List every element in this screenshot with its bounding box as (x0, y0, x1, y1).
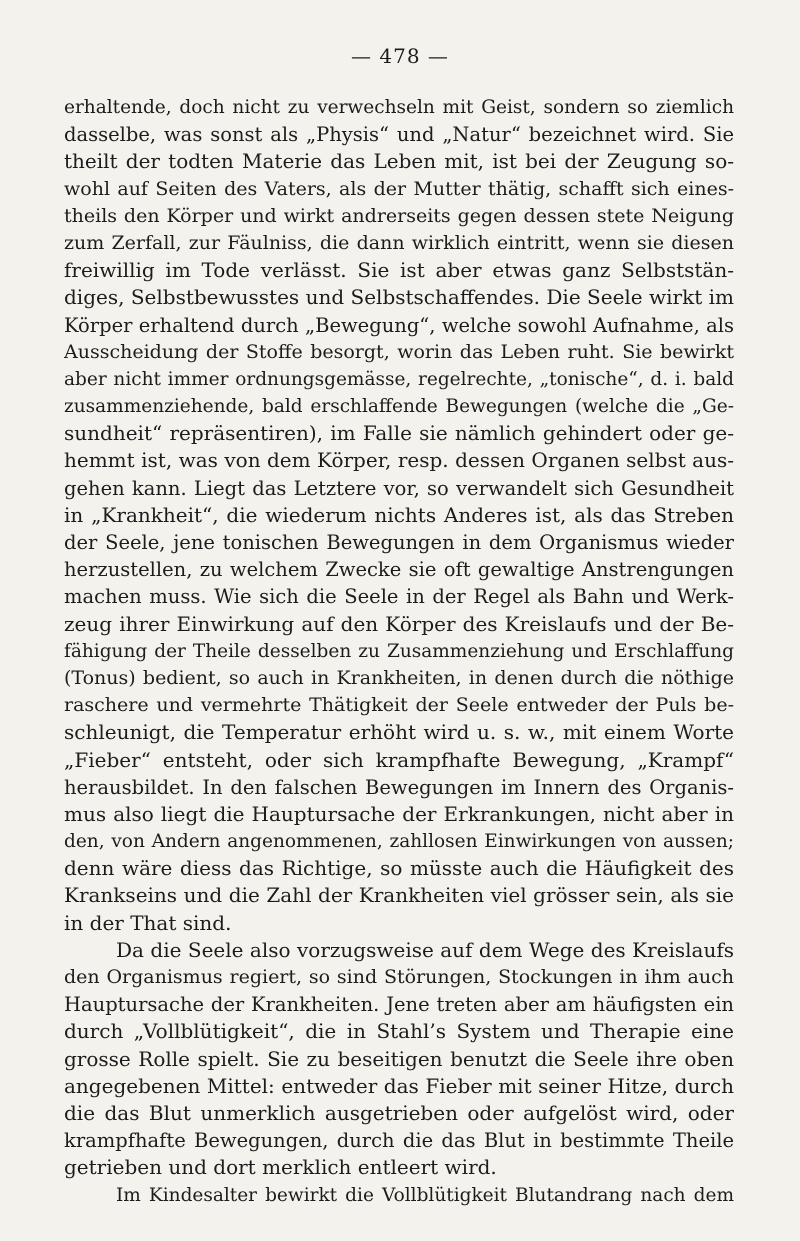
text-line: angegebenen Mittel: entweder das Fieber mit seiner Hitze, durch (64, 1073, 734, 1098)
text-line: krampfhafte Bewegungen, durch die das Blut in bestimmte Theile (64, 1129, 734, 1153)
text-line: mus also liegt die Hauptursache der Erkrankungen, nicht aber in (64, 801, 734, 826)
text-line: theilt der todten Materie das Leben mit, ist bei der Zeugung so- (64, 149, 734, 174)
text-line: fähigung der Theile desselben zu Zusammenziehung und Erschlaffung (64, 640, 734, 662)
text-line: in der That sind. (64, 910, 232, 935)
text-line: die das Blut unmerklich ausgetrieben oder aufgelöst wird, oder (64, 1100, 734, 1125)
text-line: theils den Körper und wirkt andrerseits gegen dessen stete Neigung (64, 204, 734, 227)
text-line: Körper erhaltend durch „Bewegung“, welche sowohl Aufnahme, als (64, 313, 734, 337)
text-line: hemmt ist, was von dem Körper, resp. dessen Organen selbst aus- (64, 448, 734, 473)
text-line: aber nicht immer ordnungsgemässe, regelrechte, „tonische“, d. i. bald (64, 368, 734, 390)
text-line: dasselbe, was sonst als „Physis“ und „Natur“ bezeichnet wird. Sie (64, 123, 734, 147)
text-line: den Organismus regiert, so sind Störungen, Stockungen in ihm auch (64, 966, 734, 988)
page-number: — 478 — (351, 44, 449, 68)
text-line: herausbildet. In den falschen Bewegungen im Innern des Organis- (64, 775, 734, 799)
text-line: (Tonus) bedient, so auch in Krankheiten, in denen durch die nöthige (64, 666, 734, 689)
text-line: erhaltende, doch nicht zu verwechseln mit Geist, sondern so ziemlich (64, 97, 734, 118)
text-line: den, von Andern angenommenen, zahllosen Einwirkungen von aussen; (64, 831, 734, 853)
text-line: freiwillig im Tode verlässt. Sie ist aber etwas ganz Selbststän- (64, 258, 734, 283)
text-line: grosse Rolle spielt. Sie zu beseitigen benutzt die Seele ihre oben (64, 1046, 734, 1071)
text-line: in „Krankheit“, die wiederum nichts Anderes ist, als das Streben (64, 502, 734, 527)
text-line: durch „Vollblütigkeit“, die in Stahl’s System und Therapie eine (64, 1019, 734, 1044)
text-line: zusammenziehende, bald erschlaffende Bewegungen (welche die „Ge- (64, 396, 734, 418)
text-line: herzustellen, zu welchem Zwecke sie oft gewaltige Anstrengungen (64, 558, 734, 582)
text-line: denn wäre diess das Richtige, so müsste auch die Häufigkeit des (64, 856, 734, 881)
text-line: Hauptursache der Krankheiten. Jene treten aber am häufigsten ein (64, 993, 734, 1017)
text-line: diges, Selbstbewusstes und Selbstschaffendes. Die Seele wirkt im (64, 285, 734, 310)
body-text (64, 94, 734, 1209)
text-line: Da die Seele also vorzugsweise auf dem Wege des Kreislaufs (116, 937, 734, 962)
text-line: „Fieber“ entsteht, oder sich krampfhafte Bewegung, „Krampf“ (64, 747, 734, 772)
text-line: gehen kann. Liegt das Letztere vor, so verwandelt sich Gesundheit (64, 476, 734, 500)
text-line: zum Zerfall, zur Fäulniss, die dann wirklich eintritt, wenn sie diesen (64, 231, 734, 254)
text-line: schleunigt, die Temperatur erhöht wird u. s. w., mit einem Worte (64, 720, 734, 745)
text-line: Im Kindesalter bewirkt die Vollblütigkeit Blutandrang nach dem (116, 1184, 734, 1206)
text-line: wohl auf Seiten des Vaters, als der Mutter thätig, schafft sich eines- (64, 177, 734, 200)
text-line: zeug ihrer Einwirkung auf den Körper des Kreislaufs und der Be- (64, 611, 734, 636)
text-line: sundheit“ repräsentiren), im Falle sie nämlich gehindert oder ge- (64, 421, 734, 446)
text-line: der Seele, jene tonischen Bewegungen in dem Organismus wieder (64, 531, 734, 554)
text-line: machen muss. Wie sich die Seele in der Regel als Bahn und Werk- (64, 585, 734, 609)
text-line: raschere und vermehrte Thätigkeit der Seele entweder der Puls be- (64, 694, 734, 717)
text-line: Ausscheidung der Stoffe besorgt, worin das Leben ruht. Sie bewirkt (64, 340, 734, 363)
text-line: Krankseins und die Zahl der Krankheiten viel grösser sein, als sie (64, 883, 734, 908)
text-line: getrieben und dort merklich entleert wird. (64, 1155, 497, 1180)
